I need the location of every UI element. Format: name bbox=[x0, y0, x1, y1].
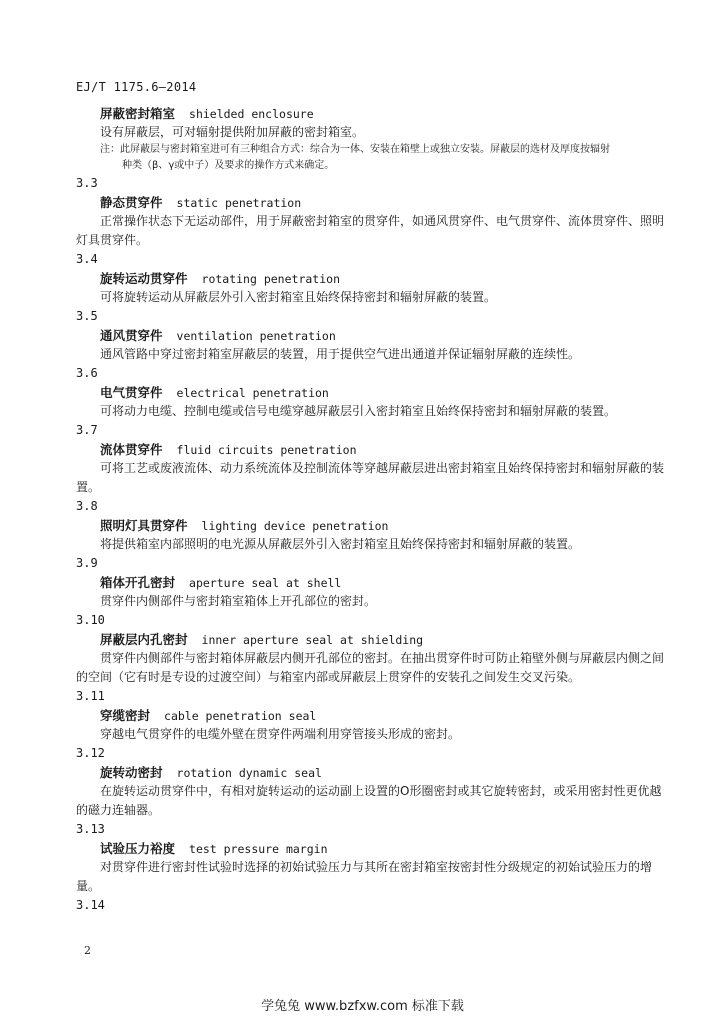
term-en: inner aperture seal at shielding bbox=[201, 633, 424, 647]
term-en: static penetration bbox=[176, 196, 302, 210]
clause-number: 3.4 bbox=[76, 252, 98, 266]
term-heading bbox=[76, 269, 666, 288]
term-entry bbox=[76, 554, 666, 611]
term-definition: 在旋转运动贯穿件中，有相对旋转运动的运动副上设置的O形圈密封或其它旋转密封，或采用密封性更优越的磁力连轴器。 bbox=[76, 784, 662, 817]
term-en: lighting device penetration bbox=[201, 519, 389, 533]
term-zh: 电气贯穿件 bbox=[100, 385, 163, 400]
term-heading bbox=[76, 763, 666, 782]
term-entry bbox=[76, 174, 666, 250]
term-en: cable penetration seal bbox=[164, 709, 317, 723]
term-definition: 可将动力电缆、控制电缆或信号电缆穿越屏蔽层引入密封箱室且始终保持密封和辐射屏蔽的装置。 bbox=[100, 404, 617, 418]
term-zh: 屏蔽密封箱室 bbox=[100, 106, 176, 121]
term-en: ventilation penetration bbox=[176, 329, 336, 343]
clause-number: 3.14 bbox=[76, 898, 105, 912]
term-entry bbox=[76, 744, 666, 820]
term-heading bbox=[76, 104, 666, 123]
term-entries bbox=[76, 174, 666, 915]
term-en: rotating penetration bbox=[201, 272, 340, 286]
term-definition: 穿越电气贯穿件的电缆外壁在贯穿件两端利用穿管接头形成的密封。 bbox=[100, 727, 461, 741]
clause-number: 3.7 bbox=[76, 423, 98, 437]
clause-number: 3.12 bbox=[76, 746, 105, 760]
term-zh: 流体贯穿件 bbox=[100, 442, 163, 457]
clause-number: 3.13 bbox=[76, 822, 105, 836]
term-zh: 屏蔽层内孔密封 bbox=[100, 632, 188, 647]
term-entry bbox=[76, 250, 666, 307]
term-zh: 旋转运动贯穿件 bbox=[100, 271, 188, 286]
term-zh: 旋转动密封 bbox=[100, 765, 163, 780]
term-definition: 可将工艺或废液流体、动力系统流体及控制流体等穿越屏蔽层进出密封箱室且始终保持密封和辐射屏蔽的装置。 bbox=[76, 461, 665, 494]
term-zh: 试验压力裕度 bbox=[100, 841, 176, 856]
term-definition: 可将旋转运动从屏蔽层外引入密封箱室且始终保持密封和辐射屏蔽的装置。 bbox=[100, 290, 497, 304]
term-definition: 设有屏蔽层，可对辐射提供附加屏蔽的密封箱室。 bbox=[100, 125, 365, 139]
watermark: 学兔兔 www.bzfxw.com 标准下载 bbox=[261, 999, 464, 1014]
term-definition: 通风管路中穿过密封箱室屏蔽层的装置，用于提供空气进出通道并保证辐射屏蔽的连续性。 bbox=[100, 347, 581, 361]
term-entry-shielded-enclosure bbox=[76, 104, 666, 174]
term-definition: 将提供箱室内部照明的电光源从屏蔽层外引入密封箱室且始终保持密封和辐射屏蔽的装置。 bbox=[100, 537, 581, 551]
term-entry bbox=[76, 421, 666, 497]
term-definition: 正常操作状态下无运动部件，用于屏蔽密封箱室的贯穿件，如通风贯穿件、电气贯穿件、流体贯穿件、照明灯具贯穿件。 bbox=[76, 214, 665, 247]
clause-number: 3.6 bbox=[76, 366, 98, 380]
term-zh: 箱体开孔密封 bbox=[100, 575, 176, 590]
clause-number: 3.8 bbox=[76, 499, 98, 513]
term-heading bbox=[76, 516, 666, 535]
term-entry bbox=[76, 687, 666, 744]
term-entry bbox=[76, 820, 666, 896]
term-en: rotation dynamic seal bbox=[176, 766, 322, 780]
term-entry bbox=[76, 307, 666, 364]
note-line-2: 种类（β、γ或中子）及要求的操作方式来确定。 bbox=[122, 160, 335, 171]
term-zh: 照明灯具贯穿件 bbox=[100, 518, 188, 533]
term-en: test pressure margin bbox=[189, 842, 328, 856]
clause-number: 3.10 bbox=[76, 613, 105, 627]
term-entry bbox=[76, 364, 666, 421]
term-heading bbox=[76, 193, 666, 212]
term-heading bbox=[76, 383, 666, 402]
term-zh: 静态贯穿件 bbox=[100, 195, 163, 210]
term-definition: 贯穿件内侧部件与密封箱体屏蔽层内侧开孔部位的密封。在抽出贯穿件时可防止箱壁外侧与屏蔽层内侧之间的空间（它有时是专设的过渡空间）与箱室内部或屏蔽层上贯穿件的安装孔之间发生交叉污染。 bbox=[76, 651, 665, 684]
term-entry bbox=[76, 611, 666, 687]
term-en: shielded enclosure bbox=[189, 107, 314, 121]
term-entry bbox=[76, 497, 666, 554]
clause-number: 3.9 bbox=[76, 556, 98, 570]
term-heading bbox=[76, 326, 666, 345]
term-en: fluid circuits penetration bbox=[176, 443, 357, 457]
document-body bbox=[76, 104, 666, 915]
term-zh: 穿缆密封 bbox=[100, 708, 151, 723]
term-heading bbox=[76, 440, 666, 459]
clause-number: 3.11 bbox=[76, 689, 105, 703]
term-definition: 贯穿件内侧部件与密封箱室箱体上开孔部位的密封。 bbox=[100, 594, 377, 608]
term-heading bbox=[76, 630, 666, 649]
term-entry bbox=[76, 896, 666, 915]
term-en: electrical penetration bbox=[176, 386, 329, 400]
term-definition: 对贯穿件进行密封性试验时选择的初始试验压力与其所在密封箱室按密封性分级规定的初始试验压力的增量。 bbox=[76, 860, 653, 893]
term-heading bbox=[76, 839, 666, 858]
note-line-1: 注：此屏蔽层与密封箱室进可有三种组合方式：综合为一体、安装在箱壁上或独立安装。屏蔽层的选材及厚度按辐射 bbox=[100, 144, 610, 155]
term-note bbox=[76, 142, 666, 174]
clause-number: 3.3 bbox=[76, 176, 98, 190]
standard-code: EJ/T 1175.6—2014 bbox=[76, 80, 197, 94]
clause-number: 3.5 bbox=[76, 309, 98, 323]
term-heading bbox=[76, 706, 666, 725]
term-en: aperture seal at shell bbox=[189, 576, 342, 590]
term-zh: 通风贯穿件 bbox=[100, 328, 163, 343]
term-heading bbox=[76, 573, 666, 592]
page-number: 2 bbox=[84, 944, 91, 957]
